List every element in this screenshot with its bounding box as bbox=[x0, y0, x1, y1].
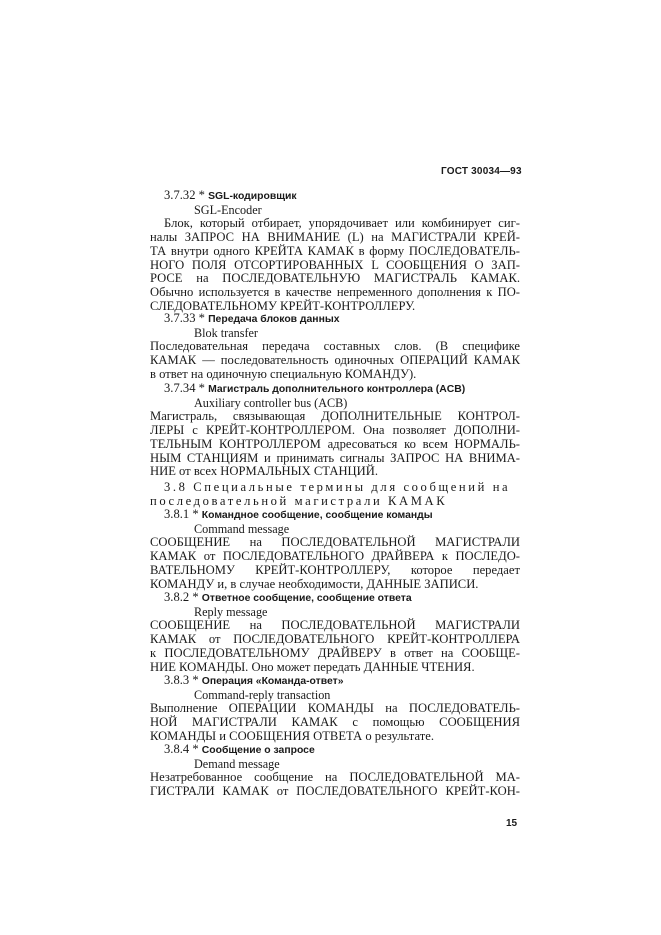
text-line: СЛЕДОВАТЕЛЬНОМУ КРЕЙТ-КОНТРОЛЛЕРУ. bbox=[150, 298, 416, 313]
text-line: КАМАК от ПОСЛЕДОВАТЕЛЬНОГО КРЕЙТ-КОНТРОЛЛЕРА bbox=[150, 632, 520, 647]
section-title: 3.8 Специальные термины для сообщений на bbox=[164, 480, 511, 494]
section-3-8-4 bbox=[150, 743, 520, 799]
text-line: к ПОСЛЕДОВАТЕЛЬНОМУ ДРАЙВЕРУ в ответ на СООБЩЕ- bbox=[150, 645, 520, 660]
section-3-8 bbox=[150, 481, 520, 508]
text-line: Магистраль, связывающая ДОПОЛНИТЕЛЬНЫЕ КОНТРОЛ- bbox=[150, 409, 520, 424]
section-3-8-2 bbox=[150, 591, 520, 674]
text-line: НИЕ КОМАНДЫ. Оно может передать ДАННЫЕ ЧТЕНИЯ. bbox=[150, 659, 475, 674]
text-line: ТА внутри одного КРЕЙТА КАМАК в форму ПОСЛЕДОВАТЕЛЬ- bbox=[150, 243, 520, 258]
running-header: ГОСТ 30034—93 bbox=[441, 166, 522, 177]
clause-number: 3.8.1 * bbox=[164, 507, 199, 521]
text-line: НИЕ от всех НОРМАЛЬНЫХ СТАНЦИЙ. bbox=[150, 464, 378, 479]
term-ru: Передача блоков данных bbox=[208, 314, 340, 325]
term-en: Demand message bbox=[194, 756, 280, 771]
text-line: КОМАНДЫ и СООБЩЕНИЯ ОТВЕТА о результате. bbox=[150, 728, 434, 743]
term-en: Reply message bbox=[194, 604, 268, 619]
page-number: 15 bbox=[506, 818, 518, 829]
text-line: НЫМ СТАНЦИЯМ и принимать сигналы ЗАПРОС НА ВНИМА- bbox=[150, 450, 520, 465]
text-line: КАМАК — последовательность одиночных ОПЕРАЦИЙ КАМАК bbox=[150, 353, 520, 368]
term-en: Command-reply transaction bbox=[194, 687, 331, 702]
term-en: Auxiliary controller bus (ACB) bbox=[194, 395, 348, 410]
section-3-7-33 bbox=[150, 312, 520, 382]
text-line: Блок, который отбирает, упорядочивает или комбинирует сиг- bbox=[164, 216, 520, 231]
term-ru: Ответное сообщение, сообщение ответа bbox=[201, 593, 412, 604]
text-line: СООБЩЕНИЕ на ПОСЛЕДОВАТЕЛЬНОЙ МАГИСТРАЛИ bbox=[150, 618, 520, 633]
clause-number: 3.8.2 * bbox=[164, 590, 199, 604]
text-line: КАМАК от ПОСЛЕДОВАТЕЛЬНОГО ДРАЙВЕРА к ПОСЛЕДО- bbox=[150, 549, 520, 564]
section-heading bbox=[150, 674, 520, 689]
text-line: Последовательная передача составных слов. (В специфике bbox=[150, 339, 520, 354]
term-en: Blok transfer bbox=[194, 325, 258, 340]
section-3-8-3 bbox=[150, 674, 520, 744]
term-ru: Сообщение о запросе bbox=[201, 745, 315, 756]
term-ru: Магистраль дополнительного контроллера (ACB) bbox=[208, 384, 466, 395]
section-heading bbox=[150, 312, 520, 327]
section-3-8-1 bbox=[150, 508, 520, 591]
section-3-7-32 bbox=[150, 189, 520, 313]
clause-number: 3.8.4 * bbox=[164, 742, 199, 756]
text-line: РОСЕ на ПОСЛЕДОВАТЕЛЬНУЮ МАГИСТРАЛЬ КАМАК. bbox=[150, 271, 520, 286]
text-line: в ответ на одиночную специальную КОМАНДУ). bbox=[150, 366, 417, 381]
text-line: ЛЕРЫ с КРЕЙТ-КОНТРОЛЛЕРОМ. Она позволяет ДОПОЛНИ- bbox=[150, 423, 520, 438]
text-line: Обычно используется в качестве непременного дополнения к ПО- bbox=[150, 284, 520, 299]
clause-number: 3.7.32 * bbox=[164, 188, 205, 202]
section-heading bbox=[150, 508, 520, 523]
text-line: ГИСТРАЛИ КАМАК от ПОСЛЕДОВАТЕЛЬНОГО КРЕЙТ-КОН- bbox=[150, 784, 520, 799]
section-heading bbox=[150, 382, 520, 397]
section-heading bbox=[150, 189, 520, 204]
term-en: Command message bbox=[194, 521, 290, 536]
text-line: налы ЗАПРОС НА ВНИМАНИЕ (L) на МАГИСТРАЛИ КРЕЙ- bbox=[150, 230, 520, 245]
section-heading bbox=[150, 743, 520, 758]
section-heading bbox=[150, 591, 520, 606]
text-line: ТЕЛЬНЫМ КОНТРОЛЛЕРОМ адресоваться ко всем НОРМАЛЬ- bbox=[150, 436, 520, 451]
text-line: ВАТЕЛЬНОМУ КРЕЙТ-КОНТРОЛЛЕРУ, которое передает bbox=[150, 562, 520, 577]
section-3-7-34 bbox=[150, 382, 520, 479]
term-en: SGL-Encoder bbox=[194, 202, 262, 217]
term-ru: SGL-кодировщик bbox=[208, 191, 297, 202]
term-ru: Командное сообщение, сообщение команды bbox=[201, 510, 433, 521]
section-title: последовательной магистрали КАМАК bbox=[150, 493, 448, 508]
clause-number: 3.7.33 * bbox=[164, 311, 205, 325]
text-line: Незатребованное сообщение на ПОСЛЕДОВАТЕЛЬНОЙ МА- bbox=[150, 770, 520, 785]
text-line: Выполнение ОПЕРАЦИИ КОМАНДЫ на ПОСЛЕДОВАТЕЛЬ- bbox=[150, 701, 520, 716]
term-ru: Операция «Команда-ответ» bbox=[201, 676, 344, 687]
text-line: СООБЩЕНИЕ на ПОСЛЕДОВАТЕЛЬНОЙ МАГИСТРАЛИ bbox=[150, 535, 520, 550]
clause-number: 3.8.3 * bbox=[164, 673, 199, 687]
text-line: НОГО ПОЛЯ ОТСОРТИРОВАННЫХ L СООБЩЕНИЯ О ЗАП- bbox=[150, 257, 520, 272]
clause-number: 3.7.34 * bbox=[164, 381, 205, 395]
text-line: НОЙ МАГИСТРАЛИ КАМАК с помощью СООБЩЕНИЯ bbox=[150, 715, 520, 730]
text-line: КОМАНДУ и, в случае необходимости, ДАННЫЕ ЗАПИСИ. bbox=[150, 576, 479, 591]
